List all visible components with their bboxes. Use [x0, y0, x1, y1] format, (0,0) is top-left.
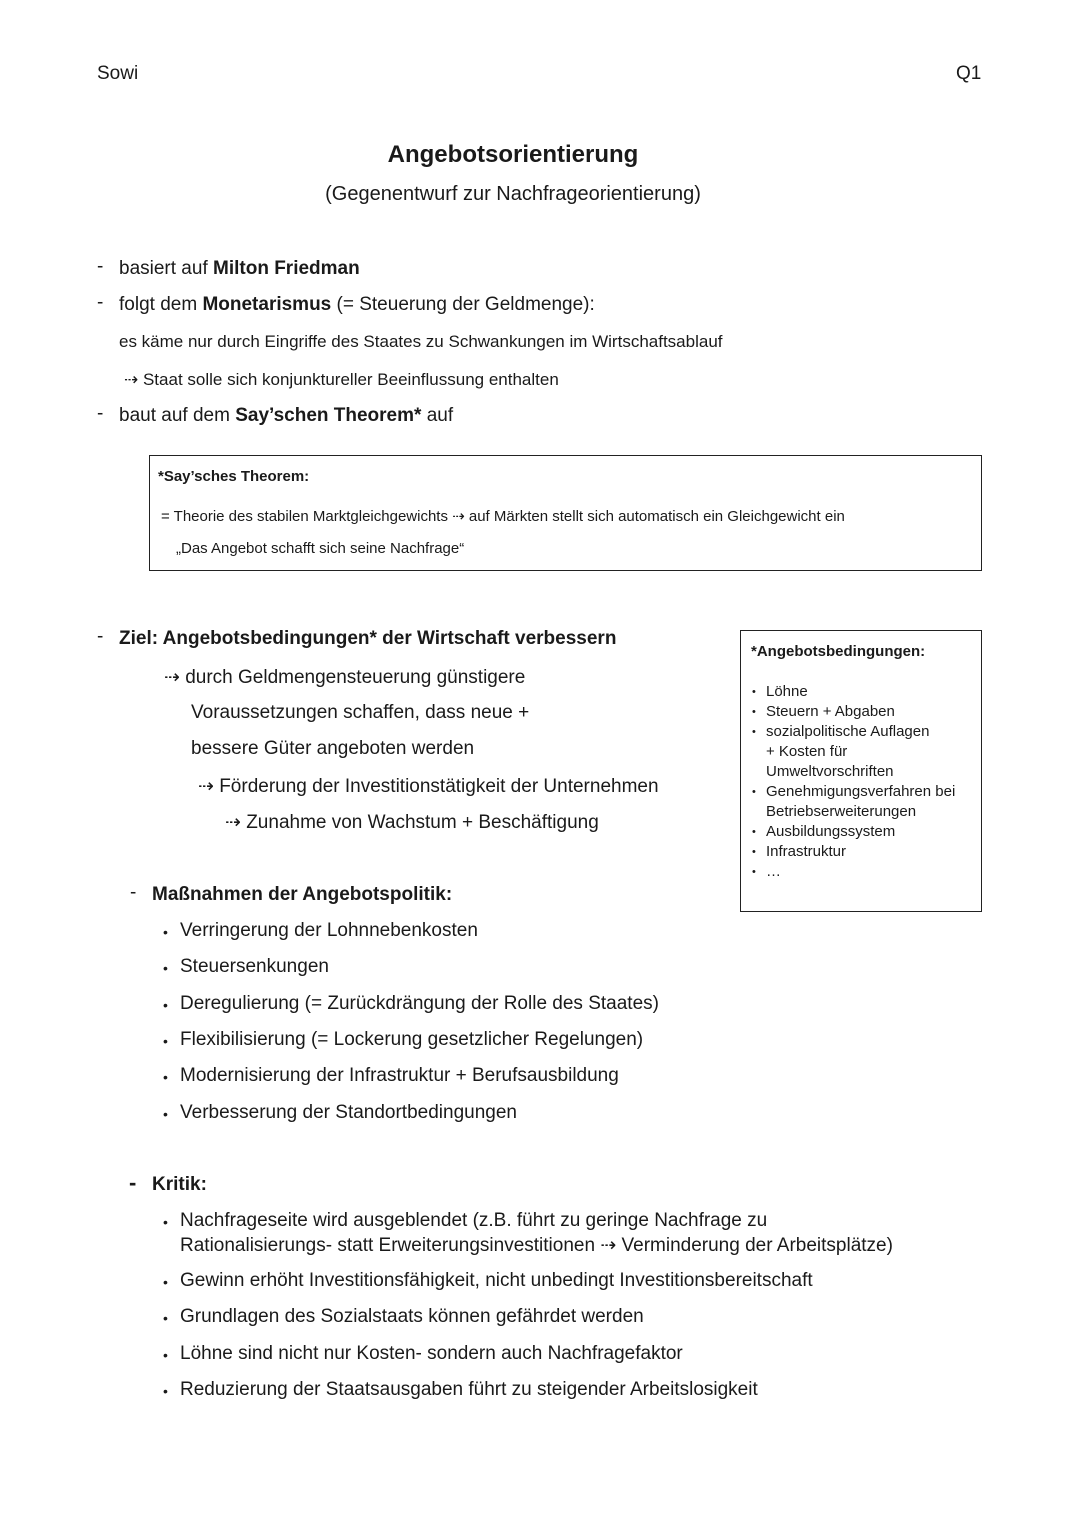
bullet-marker: •	[163, 1347, 168, 1363]
critique-item: Gewinn erhöht Investitionsfähigkeit, nicht unbedingt Investitionsbereitschaft	[180, 1270, 813, 1291]
ziel-line: ⇢ Förderung der Investitionstätigkeit der Unternehmen	[198, 776, 659, 797]
bullet-marker: •	[163, 1069, 168, 1085]
list-item: • Löhne	[752, 682, 974, 702]
intro-bold: Monetarismus	[202, 294, 332, 315]
measures-item: Deregulierung (= Zurückdrängung der Rolle des Staates)	[180, 993, 659, 1014]
intro-text: folgt dem	[119, 294, 203, 315]
dash-marker: -	[97, 403, 104, 424]
measures-item: Steuersenkungen	[180, 956, 329, 977]
conditions-box-heading: *Angebotsbedingungen:	[751, 643, 926, 660]
intro-text: baut auf dem	[119, 405, 236, 426]
bullet-marker: •	[163, 1310, 168, 1326]
bullet-marker: •	[163, 1106, 168, 1122]
intro-text: auf	[421, 405, 454, 426]
dash-marker: -	[129, 1170, 137, 1195]
page-title: Angebotsorientierung	[387, 141, 639, 168]
ziel-line: ⇢ Zunahme von Wachstum + Beschäftigung	[225, 812, 599, 833]
measures-item: Verbesserung der Standortbedingungen	[180, 1102, 517, 1123]
say-box-line: = Theorie des stabilen Marktgleichgewichts ⇢ auf Märkten stellt sich automatisch ein Gleichgewicht ein	[161, 508, 845, 525]
bullet-marker: •	[163, 1033, 168, 1049]
dash-marker: -	[130, 882, 137, 903]
critique-item: Löhne sind nicht nur Kosten- sondern auch Nachfragefaktor	[180, 1343, 683, 1364]
intro-item-friedman	[119, 258, 360, 280]
critique-item-continued: Rationalisierungs- statt Erweiterungsinvestitionen ⇢ Verminderung der Arbeitsplätze)	[180, 1235, 893, 1256]
say-box-heading: *Say’sches Theorem:	[158, 468, 310, 485]
intro-item-say	[119, 405, 453, 427]
critique-heading: Kritik:	[152, 1174, 207, 1195]
page-subtitle: (Gegenentwurf zur Nachfrageorientierung)	[325, 183, 701, 205]
list-item: • sozialpolitische Auflagen + Kosten für Umweltvorschriften	[752, 722, 936, 782]
bullet-marker: •	[163, 997, 168, 1013]
dash-marker: -	[97, 256, 104, 277]
list-item: • Genehmigungsverfahren bei Betriebserweiterungen	[752, 782, 956, 822]
dash-marker: -	[97, 292, 104, 313]
measures-item: Verringerung der Lohnnebenkosten	[180, 920, 478, 941]
say-box-quote: „Das Angebot schafft sich seine Nachfrage“	[176, 540, 465, 557]
critique-item: Grundlagen des Sozialstaats können gefährdet werden	[180, 1306, 644, 1327]
bullet-marker: •	[163, 960, 168, 976]
list-item: • Infrastruktur	[752, 842, 974, 862]
measures-item: Modernisierung der Infrastruktur + Berufsausbildung	[180, 1065, 619, 1086]
intro-line: es käme nur durch Eingriffe des Staates zu Schwankungen im Wirtschaftsablauf	[119, 332, 723, 351]
critique-item: Reduzierung der Staatsausgaben führt zu steigender Arbeitslosigkeit	[180, 1379, 758, 1400]
list-item: • Steuern + Abgaben	[752, 702, 974, 722]
bullet-marker: •	[163, 1383, 168, 1399]
intro-line: ⇢ Staat solle sich konjunktureller Beeinflussung enthalten	[124, 370, 559, 389]
bullet-marker: •	[163, 1274, 168, 1290]
intro-item-monetarismus	[119, 294, 595, 316]
header-course: Q1	[956, 63, 982, 84]
measures-item: Flexibilisierung (= Lockerung gesetzlicher Regelungen)	[180, 1029, 644, 1050]
intro-bold: Say’schen Theorem*	[235, 405, 422, 426]
intro-text: basiert auf	[119, 258, 213, 279]
conditions-list	[752, 682, 974, 882]
intro-bold: Milton Friedman	[213, 258, 360, 279]
measures-heading: Maßnahmen der Angebotspolitik:	[152, 884, 453, 905]
bullet-marker: •	[163, 1214, 168, 1230]
list-item: • …	[752, 862, 974, 882]
intro-text: (= Steuerung der Geldmenge):	[331, 294, 595, 315]
critique-item: Nachfrageseite wird ausgeblendet (z.B. führt zu geringe Nachfrage zu	[180, 1210, 768, 1231]
ziel-line: ⇢ durch Geldmengensteuerung günstigere	[164, 667, 526, 688]
ziel-line: bessere Güter angeboten werden	[191, 738, 475, 759]
ziel-line: Voraussetzungen schaffen, dass neue +	[191, 702, 530, 723]
ziel-heading: Ziel: Angebotsbedingungen* der Wirtschaft verbessern	[119, 628, 617, 649]
bullet-marker: •	[163, 924, 168, 940]
list-item: • Ausbildungssystem	[752, 822, 974, 842]
dash-marker: -	[97, 626, 104, 647]
header-subject: Sowi	[97, 63, 139, 84]
say-theorem-box	[149, 455, 982, 571]
